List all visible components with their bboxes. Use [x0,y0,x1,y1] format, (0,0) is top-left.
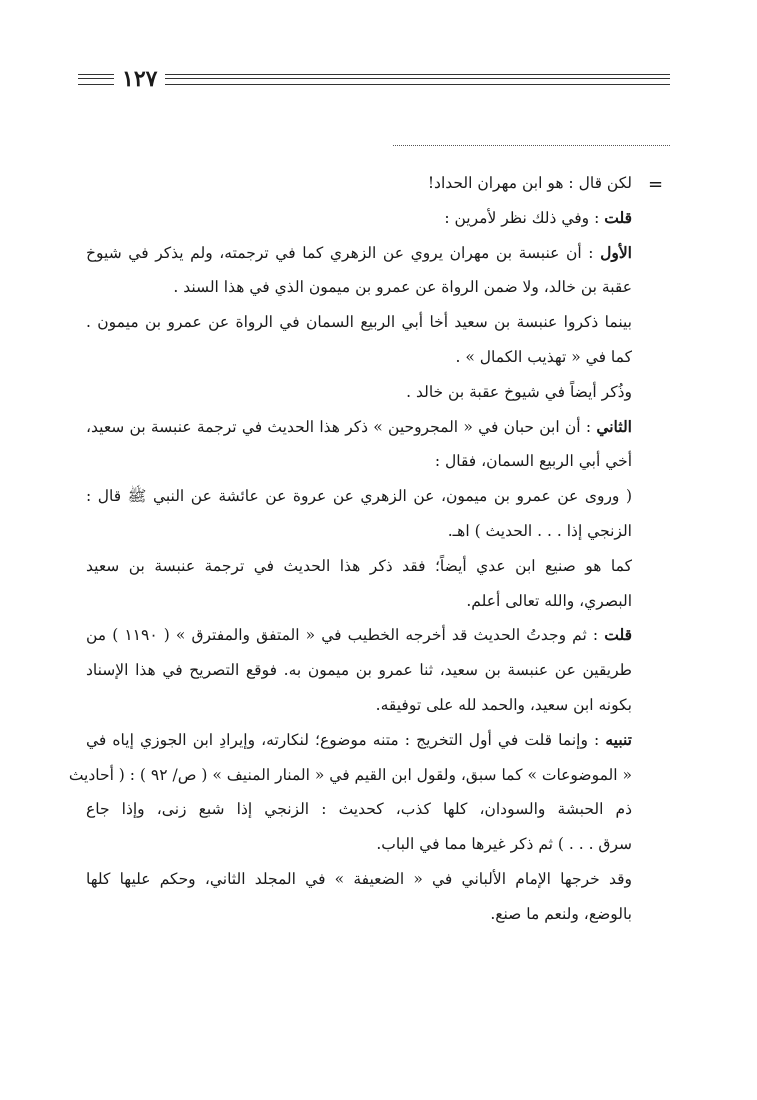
line-text: لكن قال : هو ابن مهران الحداد! [427,174,632,192]
page-header [78,64,670,94]
footnote-separator [393,145,670,146]
line-text: بالوضع، ولنعم ما صنع. [490,904,632,923]
lead-word: الثاني [596,416,632,436]
lead-word: قلت [604,207,632,227]
text-line [86,236,632,271]
footnote-body [68,166,632,932]
line-text: : وفي ذلك نظر لأمرين : [444,208,605,227]
line-text: : ثم وجدتُ الحديث قد أخرجه الخطيب في « المتفق والمفترق » ( ١١٩٠ ) من [86,626,605,645]
line-text: « الموضوعات » كما سبق، ولقول ابن القيم في « المنار المنيف » ( ص/ ٩٢ ) : ( أحاديث [68,765,632,784]
line-text: الزنجي إذا . . . الحديث ) اهـ. [447,521,632,540]
text-line [86,653,632,688]
text-line [68,758,632,793]
header-rule-long [165,74,670,85]
line-text: وذُكر أيضاً في شيوخ عقبة بن خالد . [406,382,632,401]
text-line [86,166,632,201]
line-text: أخي أبي الربيع السمان، فقال : [434,452,632,471]
text-line [86,549,632,584]
line-text: بينما ذكروا عنبسة بن سعيد أخا أبي الربيع السمان في الرواة عن عمرو بن ميمون . [86,313,632,332]
line-text: البصري، والله تعالى أعلم. [466,591,632,610]
line-text: كما هو صنيع ابن عدي أيضاً؛ فقد ذكر هذا الحديث في ترجمة عنبسة بن سعيد [86,556,632,575]
text-line [86,827,632,862]
text-line [86,688,632,723]
line-text: : وإنما قلت في أول التخريج : متنه موضوع؛ لنكارته، وإيرادِ ابن الجوزي إياه في [86,730,606,749]
text-line [86,305,632,340]
text-line [86,270,632,305]
line-text: سرق . . . ) ثم ذكر غيرها مما في الباب. [376,835,632,854]
text-line [86,479,632,514]
header-rule-short [78,74,114,85]
line-text: ( وروى عن عمرو بن ميمون، عن الزهري عن عروة عن عائشة عن النبي ﷺ قال : [86,487,632,506]
continuation-marker: = [648,174,664,195]
line-text: كما في « تهذيب الكمال » . [455,347,632,366]
text-line [86,618,632,653]
text-line [86,723,632,758]
lead-word: قلت [604,625,632,645]
text-line [86,862,632,897]
text-line [86,444,632,479]
text-line [86,792,632,827]
line-text: : أن ابن حبان في « المجروحين » ذكر هذا الحديث في ترجمة عنبسة بن سعيد، [86,417,597,436]
text-line [86,410,632,445]
line-text: عقبة بن خالد، ولا ضمن الرواة عن عمرو بن ميمون الذي في هذا السند . [173,278,632,297]
line-text: ذم الحبشة والسودان، كلها كذب، كحديث : الزنجي إذا شبع زنى، وإذا جاع [86,800,632,819]
line-text: وقد خرجها الإمام الألباني في « الضعيفة » في المجلد الثاني، وحكم عليها كلها [86,869,632,888]
lead-word: الأول [600,242,632,262]
line-text: بكونه ابن سعيد، والحمد لله على توفيقه. [375,695,632,714]
text-line [86,584,632,619]
text-line [86,897,632,932]
text-line [86,340,632,375]
line-text: : أن عنبسة بن مهران يروي عن الزهري كما في ترجمته، ولم يذكر في شيوخ [86,243,601,262]
line-text: طريقين عن عنبسة بن سعيد، ثنا عمرو بن ميمون به. فوقع التصريح في هذا الإسناد [86,661,632,680]
page-number: ١٢٧ [122,66,158,92]
lead-word: تنبيه [605,729,632,749]
text-line [86,201,632,236]
text-line [86,375,632,410]
text-line [86,514,632,549]
